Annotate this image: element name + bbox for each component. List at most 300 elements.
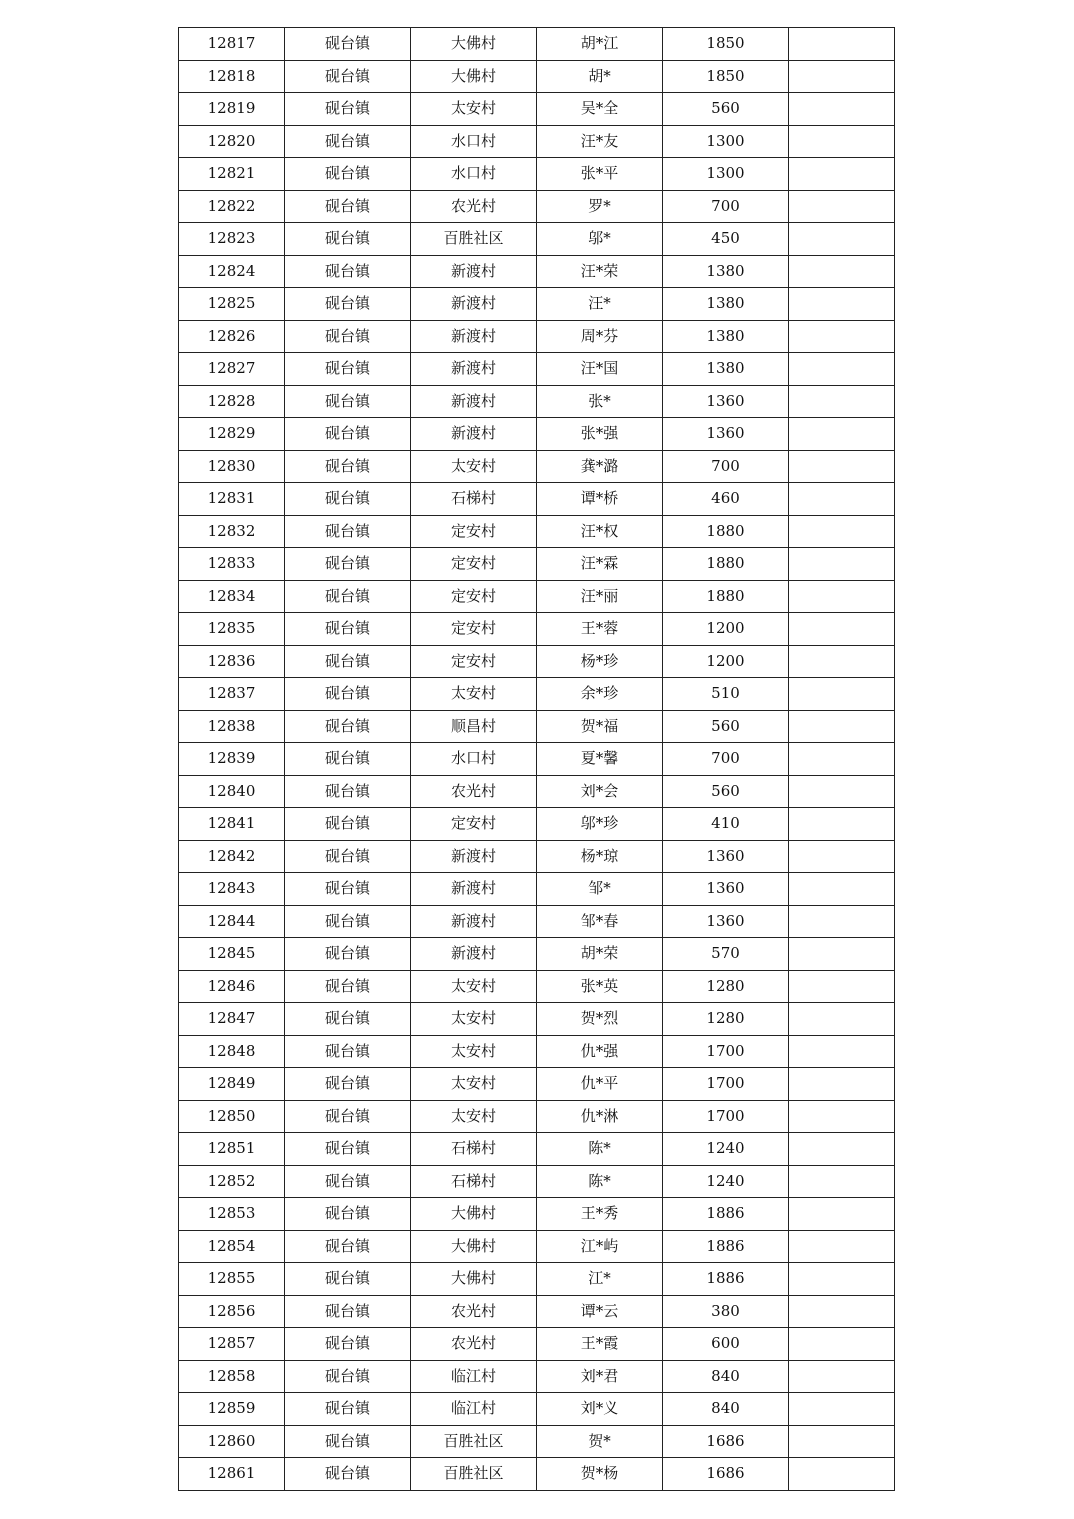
table-row [179,1100,895,1133]
table-row [179,288,895,321]
name-cell: 胡* [537,60,663,93]
table-row [179,1230,895,1263]
serial-cell: 12825 [179,288,285,321]
remark-cell [789,60,895,93]
name-cell: 张*平 [537,158,663,191]
town-cell: 砚台镇 [285,905,411,938]
name-cell: 仇*强 [537,1035,663,1068]
remark-cell [789,1393,895,1426]
amount-cell: 1700 [663,1100,789,1133]
remark-cell [789,613,895,646]
table-row [179,1393,895,1426]
village-cell: 百胜社区 [411,1425,537,1458]
remark-cell [789,158,895,191]
name-cell: 刘*义 [537,1393,663,1426]
town-cell: 砚台镇 [285,1068,411,1101]
remark-cell [789,938,895,971]
name-cell: 周*芬 [537,320,663,353]
remark-cell [789,483,895,516]
village-cell: 石梯村 [411,1165,537,1198]
remark-cell [789,1263,895,1296]
serial-cell: 12855 [179,1263,285,1296]
town-cell: 砚台镇 [285,320,411,353]
serial-cell: 12826 [179,320,285,353]
amount-cell: 410 [663,808,789,841]
town-cell: 砚台镇 [285,223,411,256]
name-cell: 谭*桥 [537,483,663,516]
name-cell: 贺* [537,1425,663,1458]
serial-cell: 12856 [179,1295,285,1328]
table-row [179,840,895,873]
serial-cell: 12839 [179,743,285,776]
serial-cell: 12824 [179,255,285,288]
table-row [179,1198,895,1231]
remark-cell [789,548,895,581]
village-cell: 太安村 [411,1035,537,1068]
remark-cell [789,515,895,548]
serial-cell: 12836 [179,645,285,678]
town-cell: 砚台镇 [285,93,411,126]
table-row [179,1328,895,1361]
village-cell: 新渡村 [411,873,537,906]
table-row [179,483,895,516]
village-cell: 大佛村 [411,1198,537,1231]
remark-cell [789,28,895,61]
amount-cell: 1360 [663,840,789,873]
amount-cell: 1686 [663,1425,789,1458]
village-cell: 大佛村 [411,60,537,93]
serial-cell: 12854 [179,1230,285,1263]
serial-cell: 12843 [179,873,285,906]
amount-cell: 1880 [663,515,789,548]
table-row [179,1425,895,1458]
name-cell: 谭*云 [537,1295,663,1328]
amount-cell: 1880 [663,580,789,613]
town-cell: 砚台镇 [285,1360,411,1393]
village-cell: 百胜社区 [411,1458,537,1491]
name-cell: 张*强 [537,418,663,451]
remark-cell [789,1100,895,1133]
name-cell: 陈* [537,1133,663,1166]
town-cell: 砚台镇 [285,385,411,418]
town-cell: 砚台镇 [285,580,411,613]
town-cell: 砚台镇 [285,613,411,646]
name-cell: 王*霞 [537,1328,663,1361]
village-cell: 定安村 [411,645,537,678]
table-row [179,905,895,938]
remark-cell [789,288,895,321]
town-cell: 砚台镇 [285,1328,411,1361]
village-cell: 石梯村 [411,1133,537,1166]
amount-cell: 1200 [663,613,789,646]
amount-cell: 1280 [663,1003,789,1036]
village-cell: 定安村 [411,580,537,613]
town-cell: 砚台镇 [285,1003,411,1036]
amount-cell: 840 [663,1393,789,1426]
serial-cell: 12861 [179,1458,285,1491]
name-cell: 刘*会 [537,775,663,808]
table-row [179,710,895,743]
remark-cell [789,1295,895,1328]
amount-cell: 1300 [663,125,789,158]
name-cell: 汪*国 [537,353,663,386]
serial-cell: 12831 [179,483,285,516]
table-row [179,938,895,971]
amount-cell: 600 [663,1328,789,1361]
table-row [179,515,895,548]
amount-cell: 700 [663,450,789,483]
amount-cell: 1300 [663,158,789,191]
amount-cell: 700 [663,743,789,776]
amount-cell: 1886 [663,1263,789,1296]
town-cell: 砚台镇 [285,1035,411,1068]
table-row [179,1263,895,1296]
amount-cell: 1360 [663,873,789,906]
remark-cell [789,320,895,353]
village-cell: 新渡村 [411,938,537,971]
table-row [179,645,895,678]
remark-cell [789,353,895,386]
amount-cell: 1380 [663,288,789,321]
town-cell: 砚台镇 [285,60,411,93]
amount-cell: 1200 [663,645,789,678]
town-cell: 砚台镇 [285,418,411,451]
town-cell: 砚台镇 [285,1295,411,1328]
town-cell: 砚台镇 [285,190,411,223]
table-row [179,808,895,841]
remark-cell [789,1230,895,1263]
serial-cell: 12849 [179,1068,285,1101]
village-cell: 新渡村 [411,255,537,288]
village-cell: 农光村 [411,775,537,808]
village-cell: 新渡村 [411,905,537,938]
amount-cell: 1850 [663,60,789,93]
village-cell: 太安村 [411,970,537,1003]
serial-cell: 12851 [179,1133,285,1166]
remark-cell [789,385,895,418]
town-cell: 砚台镇 [285,840,411,873]
table-row [179,223,895,256]
town-cell: 砚台镇 [285,743,411,776]
remark-cell [789,418,895,451]
remark-cell [789,1425,895,1458]
name-cell: 陈* [537,1165,663,1198]
serial-cell: 12817 [179,28,285,61]
village-cell: 定安村 [411,515,537,548]
amount-cell: 1380 [663,255,789,288]
name-cell: 汪*丽 [537,580,663,613]
name-cell: 邬* [537,223,663,256]
table-row [179,255,895,288]
village-cell: 农光村 [411,1295,537,1328]
amount-cell: 1380 [663,353,789,386]
serial-cell: 12830 [179,450,285,483]
town-cell: 砚台镇 [285,1393,411,1426]
table-row [179,1068,895,1101]
town-cell: 砚台镇 [285,938,411,971]
town-cell: 砚台镇 [285,1100,411,1133]
name-cell: 邬*珍 [537,808,663,841]
name-cell: 胡*江 [537,28,663,61]
serial-cell: 12823 [179,223,285,256]
serial-cell: 12838 [179,710,285,743]
serial-cell: 12829 [179,418,285,451]
amount-cell: 1700 [663,1035,789,1068]
village-cell: 太安村 [411,1100,537,1133]
remark-cell [789,1035,895,1068]
name-cell: 汪*友 [537,125,663,158]
serial-cell: 12827 [179,353,285,386]
amount-cell: 1700 [663,1068,789,1101]
remark-cell [789,743,895,776]
table-row [179,385,895,418]
name-cell: 胡*荣 [537,938,663,971]
serial-cell: 12822 [179,190,285,223]
village-cell: 定安村 [411,808,537,841]
village-cell: 大佛村 [411,1263,537,1296]
village-cell: 新渡村 [411,385,537,418]
village-cell: 新渡村 [411,353,537,386]
village-cell: 太安村 [411,678,537,711]
serial-cell: 12819 [179,93,285,126]
village-cell: 大佛村 [411,28,537,61]
serial-cell: 12828 [179,385,285,418]
name-cell: 张* [537,385,663,418]
table-row [179,548,895,581]
table-row [179,775,895,808]
remark-cell [789,678,895,711]
amount-cell: 1280 [663,970,789,1003]
table-row [179,158,895,191]
serial-cell: 12858 [179,1360,285,1393]
remark-cell [789,1198,895,1231]
name-cell: 汪* [537,288,663,321]
amount-cell: 560 [663,93,789,126]
data-table [178,27,895,1491]
village-cell: 太安村 [411,93,537,126]
remark-cell [789,93,895,126]
remark-cell [789,970,895,1003]
table-row [179,320,895,353]
table-row [179,450,895,483]
name-cell: 江* [537,1263,663,1296]
table-row [179,743,895,776]
table-row [179,678,895,711]
remark-cell [789,808,895,841]
amount-cell: 1380 [663,320,789,353]
name-cell: 汪*权 [537,515,663,548]
amount-cell: 450 [663,223,789,256]
village-cell: 新渡村 [411,840,537,873]
table-row [179,1295,895,1328]
name-cell: 仇*淋 [537,1100,663,1133]
name-cell: 江*屿 [537,1230,663,1263]
name-cell: 余*珍 [537,678,663,711]
table-row [179,1360,895,1393]
serial-cell: 12850 [179,1100,285,1133]
village-cell: 农光村 [411,190,537,223]
serial-cell: 12853 [179,1198,285,1231]
town-cell: 砚台镇 [285,483,411,516]
table-row [179,613,895,646]
remark-cell [789,1003,895,1036]
remark-cell [789,710,895,743]
table-body [179,28,895,1491]
village-cell: 临江村 [411,1360,537,1393]
serial-cell: 12834 [179,580,285,613]
name-cell: 夏*馨 [537,743,663,776]
amount-cell: 1240 [663,1133,789,1166]
remark-cell [789,1360,895,1393]
remark-cell [789,1068,895,1101]
name-cell: 贺*烈 [537,1003,663,1036]
remark-cell [789,905,895,938]
town-cell: 砚台镇 [285,970,411,1003]
amount-cell: 510 [663,678,789,711]
town-cell: 砚台镇 [285,548,411,581]
village-cell: 太安村 [411,1068,537,1101]
name-cell: 仇*平 [537,1068,663,1101]
table-row [179,125,895,158]
town-cell: 砚台镇 [285,678,411,711]
remark-cell [789,840,895,873]
amount-cell: 1686 [663,1458,789,1491]
village-cell: 太安村 [411,1003,537,1036]
village-cell: 新渡村 [411,418,537,451]
town-cell: 砚台镇 [285,158,411,191]
remark-cell [789,645,895,678]
name-cell: 吴*全 [537,93,663,126]
village-cell: 水口村 [411,125,537,158]
table-row [179,418,895,451]
serial-cell: 12818 [179,60,285,93]
amount-cell: 1886 [663,1230,789,1263]
amount-cell: 1360 [663,418,789,451]
town-cell: 砚台镇 [285,1230,411,1263]
serial-cell: 12840 [179,775,285,808]
town-cell: 砚台镇 [285,1133,411,1166]
village-cell: 定安村 [411,613,537,646]
town-cell: 砚台镇 [285,710,411,743]
amount-cell: 1360 [663,385,789,418]
serial-cell: 12833 [179,548,285,581]
amount-cell: 840 [663,1360,789,1393]
town-cell: 砚台镇 [285,255,411,288]
amount-cell: 1886 [663,1198,789,1231]
name-cell: 王*秀 [537,1198,663,1231]
table-row [179,580,895,613]
serial-cell: 12845 [179,938,285,971]
town-cell: 砚台镇 [285,1458,411,1491]
remark-cell [789,1458,895,1491]
table-row [179,970,895,1003]
amount-cell: 560 [663,710,789,743]
serial-cell: 12859 [179,1393,285,1426]
amount-cell: 1850 [663,28,789,61]
serial-cell: 12835 [179,613,285,646]
table-row [179,1003,895,1036]
village-cell: 大佛村 [411,1230,537,1263]
serial-cell: 12837 [179,678,285,711]
remark-cell [789,775,895,808]
village-cell: 水口村 [411,743,537,776]
amount-cell: 460 [663,483,789,516]
table-row [179,1458,895,1491]
serial-cell: 12860 [179,1425,285,1458]
town-cell: 砚台镇 [285,1425,411,1458]
remark-cell [789,255,895,288]
table-row [179,353,895,386]
table-row [179,873,895,906]
village-cell: 百胜社区 [411,223,537,256]
town-cell: 砚台镇 [285,645,411,678]
remark-cell [789,1165,895,1198]
town-cell: 砚台镇 [285,1198,411,1231]
name-cell: 贺*杨 [537,1458,663,1491]
remark-cell [789,580,895,613]
table-row [179,1035,895,1068]
serial-cell: 12841 [179,808,285,841]
serial-cell: 12821 [179,158,285,191]
village-cell: 水口村 [411,158,537,191]
town-cell: 砚台镇 [285,288,411,321]
serial-cell: 12832 [179,515,285,548]
remark-cell [789,223,895,256]
table-row [179,1133,895,1166]
name-cell: 贺*福 [537,710,663,743]
amount-cell: 1360 [663,905,789,938]
village-cell: 新渡村 [411,288,537,321]
table-row [179,28,895,61]
serial-cell: 12847 [179,1003,285,1036]
remark-cell [789,1133,895,1166]
table-row [179,93,895,126]
name-cell: 王*蓉 [537,613,663,646]
table-row [179,190,895,223]
village-cell: 太安村 [411,450,537,483]
name-cell: 邹* [537,873,663,906]
remark-cell [789,1328,895,1361]
town-cell: 砚台镇 [285,353,411,386]
serial-cell: 12820 [179,125,285,158]
village-cell: 顺昌村 [411,710,537,743]
name-cell: 罗* [537,190,663,223]
name-cell: 杨*珍 [537,645,663,678]
name-cell: 张*英 [537,970,663,1003]
amount-cell: 1880 [663,548,789,581]
serial-cell: 12844 [179,905,285,938]
serial-cell: 12857 [179,1328,285,1361]
town-cell: 砚台镇 [285,125,411,158]
remark-cell [789,873,895,906]
serial-cell: 12846 [179,970,285,1003]
village-cell: 定安村 [411,548,537,581]
table-row [179,60,895,93]
name-cell: 汪*荣 [537,255,663,288]
name-cell: 邹*春 [537,905,663,938]
town-cell: 砚台镇 [285,1263,411,1296]
village-cell: 临江村 [411,1393,537,1426]
serial-cell: 12842 [179,840,285,873]
name-cell: 汪*霖 [537,548,663,581]
amount-cell: 570 [663,938,789,971]
town-cell: 砚台镇 [285,28,411,61]
town-cell: 砚台镇 [285,515,411,548]
name-cell: 刘*君 [537,1360,663,1393]
serial-cell: 12848 [179,1035,285,1068]
village-cell: 石梯村 [411,483,537,516]
village-cell: 农光村 [411,1328,537,1361]
